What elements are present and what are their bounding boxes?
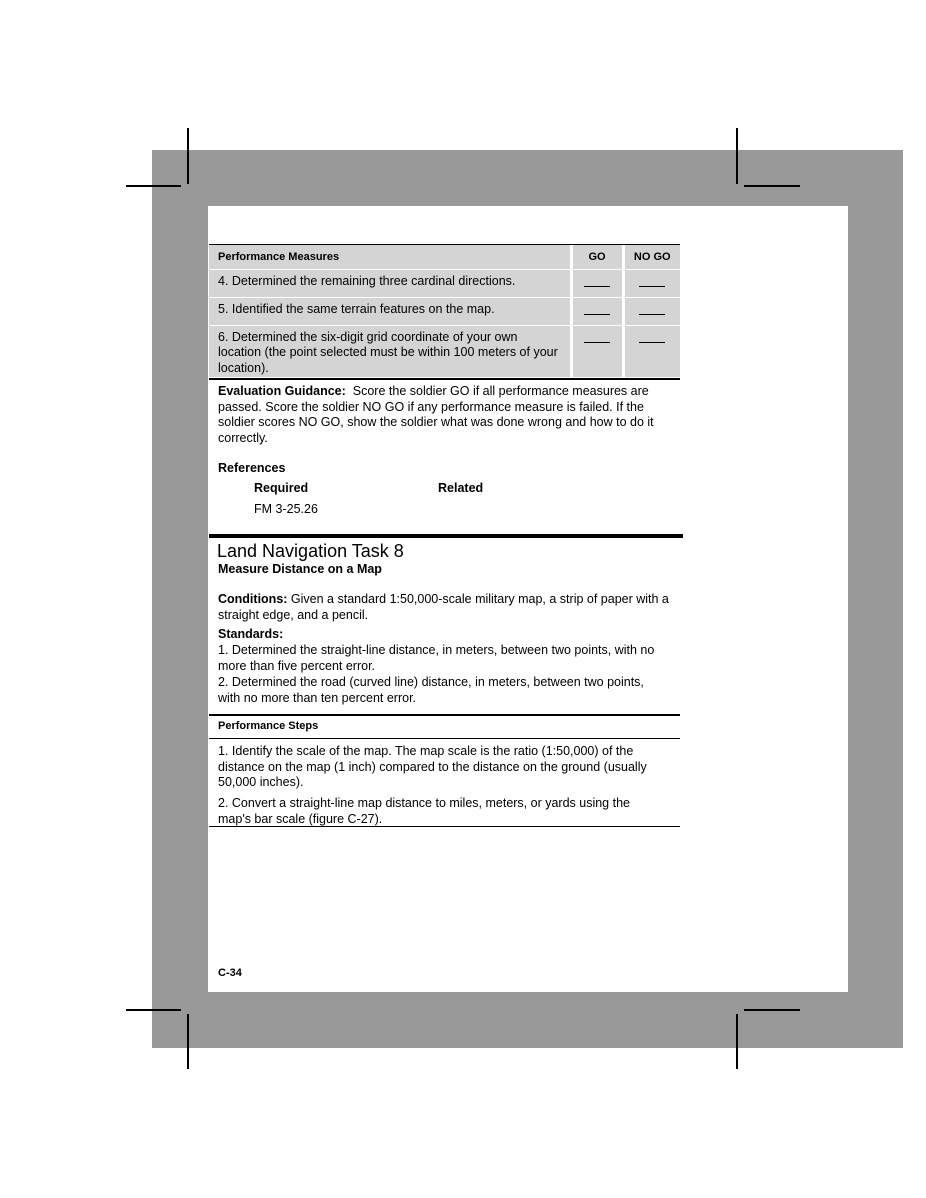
section-divider <box>209 534 683 538</box>
task-title: Land Navigation Task 8 <box>217 541 404 561</box>
crop-mark <box>736 1014 738 1069</box>
measure-text: 6. Determined the six-digit grid coordinate of your own location (the point selected must be within 100 meters of your location). <box>209 325 571 377</box>
header-performance-measures: Performance Measures <box>209 245 571 269</box>
table-header-row <box>209 245 680 269</box>
task-subtitle: Measure Distance on a Map <box>218 562 382 576</box>
references-heading: References <box>218 461 286 475</box>
blank-line <box>584 330 610 343</box>
no-go-blank <box>623 269 680 297</box>
table-row <box>209 269 680 297</box>
performance-measures-table <box>209 245 680 378</box>
blank-line <box>639 330 665 343</box>
table-row <box>209 325 680 377</box>
header-go: GO <box>571 245 623 269</box>
references-required-item: FM 3-25.26 <box>254 502 318 516</box>
steps-bottom-rule <box>209 826 680 827</box>
standard-item: 1. Determined the straight-line distance, in meters, between two points, with no more than five percent error. <box>218 643 655 673</box>
evaluation-label: Evaluation Guidance: <box>218 384 346 398</box>
conditions <box>218 592 678 623</box>
evaluation-text: Score the soldier GO if all performance measures are passed. Score the soldier NO GO if any performance measure is failed. If the soldier scores NO GO, show the soldier what was done wrong and how to do it correctly. <box>218 384 654 445</box>
references-related-label: Related <box>438 481 484 495</box>
references-required-label: Required <box>254 481 309 495</box>
page-number: C-34 <box>218 967 242 979</box>
table-row <box>209 297 680 325</box>
crop-mark <box>744 185 800 187</box>
blank-line <box>639 302 665 315</box>
step-item: 2. Convert a straight-line map distance to miles, meters, or yards using the map's bar scale (figure C-27). <box>218 796 630 826</box>
crop-mark <box>744 1009 800 1011</box>
table-bottom-rule <box>209 378 680 380</box>
crop-mark <box>187 128 189 184</box>
standard-item: 2. Determined the road (curved line) distance, in meters, between two points, with no more than ten percent error. <box>218 675 644 705</box>
blank-line <box>584 302 610 315</box>
go-blank <box>571 297 623 325</box>
blank-line <box>584 274 610 287</box>
crop-mark <box>126 1009 181 1011</box>
evaluation-guidance <box>218 384 676 446</box>
go-blank <box>571 269 623 297</box>
steps-top-rule <box>209 714 680 716</box>
standards-label: Standards: <box>218 627 284 641</box>
step-item: 1. Identify the scale of the map. The map scale is the ratio (1:50,000) of the distance on the map (1 inch) compared to the distance on the ground (usually 50,000 inches). <box>218 744 647 790</box>
crop-mark <box>126 185 181 187</box>
crop-mark <box>187 1014 189 1069</box>
conditions-text: Given a standard 1:50,000-scale military map, a strip of paper with a straight edge, and a pencil. <box>218 592 669 622</box>
blank-line <box>639 274 665 287</box>
header-no-go: NO GO <box>623 245 680 269</box>
conditions-label: Conditions: <box>218 592 288 606</box>
measure-text: 5. Identified the same terrain features on the map. <box>209 297 571 325</box>
no-go-blank <box>623 325 680 377</box>
steps-header-rule <box>209 738 680 739</box>
go-blank <box>571 325 623 377</box>
crop-mark <box>736 128 738 184</box>
no-go-blank <box>623 297 680 325</box>
measure-text: 4. Determined the remaining three cardinal directions. <box>209 269 571 297</box>
steps-heading: Performance Steps <box>218 720 319 732</box>
